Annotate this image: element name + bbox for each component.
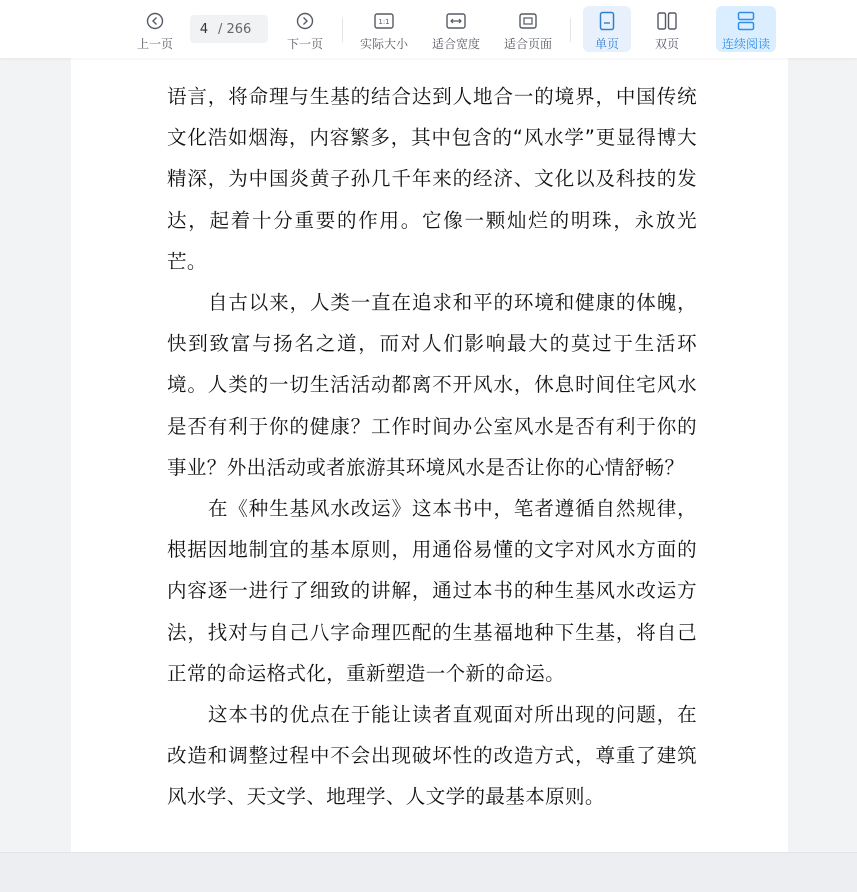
fit-width-button[interactable]: [428, 6, 484, 52]
document-page: [71, 58, 788, 852]
single-page-icon: [599, 10, 615, 31]
document-viewer[interactable]: [0, 58, 857, 852]
current-page-input[interactable]: 4: [199, 21, 209, 37]
continuous-read-button[interactable]: [716, 6, 776, 52]
chevron-left-circle-icon: [146, 10, 164, 31]
reader-toolbar: [0, 0, 857, 58]
double-page-button[interactable]: [643, 6, 691, 52]
chevron-right-circle-icon: [296, 10, 314, 31]
bottom-bar: [0, 852, 857, 892]
paragraph: 在《种生基风水改运》这本书中，笔者遵循自然规律，根据因地制宜的基本原则，用通俗易懂的文字对风水方面的内容逐一进行了细致的讲解，通过本书的种生基风水改运方法，找对与自己八字命理匹配的生基福地种下生基，将自己正常的命运格式化，重新塑造一个新的命运。: [167, 497, 697, 685]
next-page-label: 下一页: [286, 37, 323, 51]
paragraph: 语言，将命理与生基的结合达到人地合一的境界，中国传统文化浩如烟海，内容繁多，其中包含的“风水学”更显得博大精深，为中国炎黄子孙几千年来的经济、文化以及科技的发达，起着十分重要的作用。它像一颗灿烂的明珠，永放光芒。: [167, 85, 697, 273]
page-number-control[interactable]: [190, 15, 268, 43]
double-page-label: 双页: [654, 37, 679, 51]
fit-width-icon: [446, 10, 466, 31]
fit-page-label: 适合页面: [503, 37, 552, 51]
next-page-button[interactable]: [283, 6, 327, 52]
single-page-button[interactable]: [583, 6, 631, 52]
actual-size-button[interactable]: [356, 6, 412, 52]
fit-page-icon: [519, 10, 537, 31]
paragraph: 自古以来，人类一直在追求和平的环境和健康的体魄，快到致富与扬名之道，而对人们影响最大的莫过于生活环境。人类的一切生活活动都离不开风水，休息时间住宅风水是否有利于你的健康？工作时间办公室风水是否有利于你的事业？外出活动或者旅游其环境风水是否让你的心情舒畅？: [167, 291, 697, 479]
total-pages: / 266: [218, 21, 252, 37]
double-page-icon: [657, 10, 677, 31]
fit-width-label: 适合宽度: [431, 37, 480, 51]
toolbar-divider: [570, 18, 571, 42]
actual-size-label: 实际大小: [359, 37, 408, 51]
continuous-read-label: 连续阅读: [721, 37, 770, 51]
one-to-one-icon: [374, 10, 394, 31]
svg-text:1:1: 1:1: [378, 17, 390, 26]
toolbar-divider: [342, 18, 343, 42]
prev-page-label: 上一页: [136, 37, 173, 51]
single-page-label: 单页: [594, 37, 619, 51]
continuous-read-icon: [737, 10, 755, 31]
prev-page-button[interactable]: [133, 6, 177, 52]
paragraph: 这本书的优点在于能让读者直观面对所出现的问题，在改造和调整过程中不会出现破坏性的改造方式，尊重了建筑风水学、天文学、地理学、人文学的最基本原则。: [167, 703, 697, 809]
page-text: [167, 76, 697, 818]
fit-page-button[interactable]: [500, 6, 556, 52]
